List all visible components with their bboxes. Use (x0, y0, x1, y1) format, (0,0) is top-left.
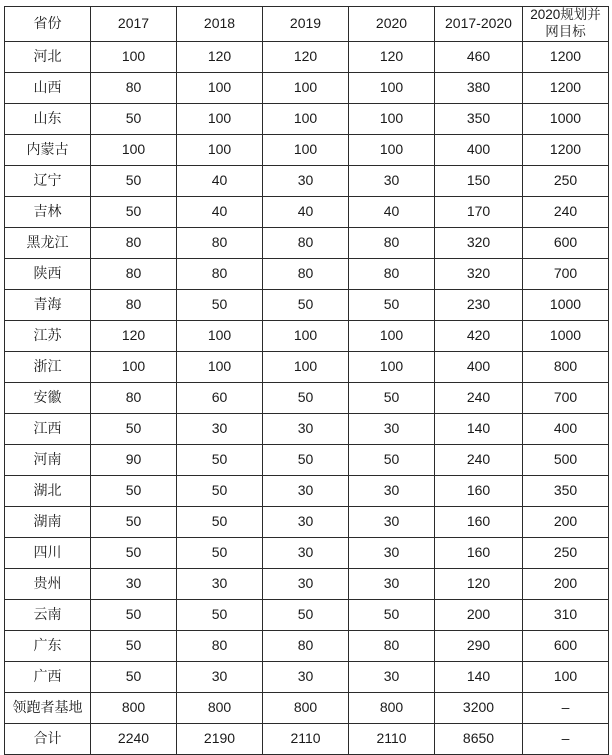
cell-target: – (523, 692, 609, 723)
cell-target: 400 (523, 413, 609, 444)
table-row (5, 134, 609, 165)
cell-2018: 30 (177, 413, 263, 444)
table-row (5, 599, 609, 630)
table-header (5, 7, 609, 42)
cell-2018: 100 (177, 72, 263, 103)
table-row (5, 41, 609, 72)
cell-2017: 50 (91, 506, 177, 537)
cell-2019: 30 (263, 475, 349, 506)
row-label: 辽宁 (5, 165, 91, 196)
table-row-total (5, 723, 609, 754)
cell-2019: 50 (263, 444, 349, 475)
table-row-leader-base (5, 692, 609, 723)
row-label: 青海 (5, 289, 91, 320)
cell-total: 160 (435, 506, 523, 537)
row-label: 四川 (5, 537, 91, 568)
cell-2017: 120 (91, 320, 177, 351)
cell-2019: 100 (263, 320, 349, 351)
cell-target: 200 (523, 568, 609, 599)
cell-2019: 80 (263, 227, 349, 258)
cell-2018: 50 (177, 444, 263, 475)
cell-2019: 30 (263, 413, 349, 444)
cell-target: 1200 (523, 41, 609, 72)
cell-total: 170 (435, 196, 523, 227)
cell-2019: 120 (263, 41, 349, 72)
cell-2017: 2240 (91, 723, 177, 754)
cell-2018: 80 (177, 630, 263, 661)
cell-target: 240 (523, 196, 609, 227)
cell-2017: 80 (91, 72, 177, 103)
cell-total: 120 (435, 568, 523, 599)
cell-2017: 50 (91, 599, 177, 630)
cell-2019: 30 (263, 661, 349, 692)
cell-2017: 50 (91, 165, 177, 196)
cell-2019: 30 (263, 165, 349, 196)
cell-2019: 50 (263, 382, 349, 413)
cell-2017: 50 (91, 661, 177, 692)
table-row (5, 351, 609, 382)
cell-2020: 30 (349, 413, 435, 444)
table-row (5, 661, 609, 692)
cell-target: 600 (523, 630, 609, 661)
header-row (5, 7, 609, 42)
header-cell-2017: 2017 (91, 7, 177, 42)
cell-2018: 80 (177, 227, 263, 258)
cell-2018: 40 (177, 165, 263, 196)
table-row (5, 103, 609, 134)
cell-2018: 800 (177, 692, 263, 723)
table-row (5, 537, 609, 568)
cell-total: 380 (435, 72, 523, 103)
cell-total: 400 (435, 351, 523, 382)
cell-total: 230 (435, 289, 523, 320)
table-row (5, 382, 609, 413)
cell-2019: 100 (263, 351, 349, 382)
row-label: 陕西 (5, 258, 91, 289)
table-row (5, 506, 609, 537)
cell-2020: 100 (349, 134, 435, 165)
cell-2020: 30 (349, 506, 435, 537)
cell-total: 140 (435, 413, 523, 444)
cell-2018: 100 (177, 320, 263, 351)
cell-target: 1000 (523, 320, 609, 351)
cell-target: 700 (523, 258, 609, 289)
cell-target: 1200 (523, 72, 609, 103)
cell-2018: 30 (177, 568, 263, 599)
row-label: 广东 (5, 630, 91, 661)
cell-2020: 2110 (349, 723, 435, 754)
table-row (5, 475, 609, 506)
cell-2020: 100 (349, 351, 435, 382)
cell-2017: 800 (91, 692, 177, 723)
cell-2019: 100 (263, 72, 349, 103)
cell-total: 350 (435, 103, 523, 134)
cell-total: 460 (435, 41, 523, 72)
cell-target: 600 (523, 227, 609, 258)
cell-2017: 50 (91, 196, 177, 227)
cell-2017: 50 (91, 475, 177, 506)
cell-2018: 80 (177, 258, 263, 289)
cell-2018: 100 (177, 351, 263, 382)
cell-2018: 2190 (177, 723, 263, 754)
cell-2020: 30 (349, 537, 435, 568)
cell-2017: 80 (91, 289, 177, 320)
cell-2020: 50 (349, 289, 435, 320)
cell-2017: 100 (91, 351, 177, 382)
cell-2020: 80 (349, 258, 435, 289)
cell-total: 240 (435, 382, 523, 413)
provincial-capacity-table (4, 6, 609, 755)
cell-2020: 80 (349, 227, 435, 258)
table-row (5, 630, 609, 661)
header-cell-2019: 2019 (263, 7, 349, 42)
cell-2018: 50 (177, 289, 263, 320)
cell-2019: 100 (263, 103, 349, 134)
row-label: 广西 (5, 661, 91, 692)
table-row (5, 196, 609, 227)
header-cell-2018: 2018 (177, 7, 263, 42)
cell-target: 200 (523, 506, 609, 537)
cell-target: 250 (523, 537, 609, 568)
cell-total: 140 (435, 661, 523, 692)
cell-target: 700 (523, 382, 609, 413)
row-label: 浙江 (5, 351, 91, 382)
cell-2018: 60 (177, 382, 263, 413)
cell-2019: 50 (263, 599, 349, 630)
cell-target: 1000 (523, 289, 609, 320)
cell-target: 250 (523, 165, 609, 196)
cell-2018: 100 (177, 103, 263, 134)
cell-total: 150 (435, 165, 523, 196)
cell-2018: 50 (177, 537, 263, 568)
cell-2019: 30 (263, 568, 349, 599)
cell-2017: 30 (91, 568, 177, 599)
table-row (5, 165, 609, 196)
row-label: 湖北 (5, 475, 91, 506)
row-label: 河北 (5, 41, 91, 72)
cell-total: 240 (435, 444, 523, 475)
cell-2019: 30 (263, 537, 349, 568)
header-cell-2020-grid-target: 2020规划并网目标 (523, 7, 609, 42)
table-row (5, 258, 609, 289)
cell-2020: 800 (349, 692, 435, 723)
cell-2017: 80 (91, 382, 177, 413)
cell-target: 1000 (523, 103, 609, 134)
cell-total: 160 (435, 475, 523, 506)
row-label: 山东 (5, 103, 91, 134)
row-label: 领跑者基地 (5, 692, 91, 723)
cell-2020: 50 (349, 444, 435, 475)
cell-target: 310 (523, 599, 609, 630)
cell-target: 1200 (523, 134, 609, 165)
table-row (5, 227, 609, 258)
cell-total: 320 (435, 258, 523, 289)
cell-target: – (523, 723, 609, 754)
table-row (5, 289, 609, 320)
cell-2020: 100 (349, 103, 435, 134)
cell-2018: 40 (177, 196, 263, 227)
cell-2018: 50 (177, 475, 263, 506)
cell-2019: 50 (263, 289, 349, 320)
table-row (5, 72, 609, 103)
cell-2020: 30 (349, 475, 435, 506)
row-label: 内蒙古 (5, 134, 91, 165)
cell-2018: 50 (177, 599, 263, 630)
cell-2019: 2110 (263, 723, 349, 754)
cell-2018: 100 (177, 134, 263, 165)
cell-2018: 30 (177, 661, 263, 692)
cell-2019: 80 (263, 630, 349, 661)
row-label: 江西 (5, 413, 91, 444)
row-label: 黑龙江 (5, 227, 91, 258)
cell-2017: 50 (91, 413, 177, 444)
cell-total: 200 (435, 599, 523, 630)
cell-2017: 90 (91, 444, 177, 475)
cell-2017: 100 (91, 134, 177, 165)
cell-total: 8650 (435, 723, 523, 754)
table-row (5, 320, 609, 351)
table-row (5, 413, 609, 444)
table-body (5, 41, 609, 754)
header-cell-total: 2017-2020 (435, 7, 523, 42)
cell-target: 800 (523, 351, 609, 382)
cell-total: 400 (435, 134, 523, 165)
cell-2020: 120 (349, 41, 435, 72)
row-label: 山西 (5, 72, 91, 103)
row-label: 贵州 (5, 568, 91, 599)
cell-2020: 30 (349, 661, 435, 692)
cell-2020: 30 (349, 568, 435, 599)
table-row (5, 568, 609, 599)
cell-2020: 80 (349, 630, 435, 661)
cell-2019: 80 (263, 258, 349, 289)
header-cell-province: 省份 (5, 7, 91, 42)
cell-2017: 50 (91, 103, 177, 134)
cell-total: 290 (435, 630, 523, 661)
cell-2020: 100 (349, 72, 435, 103)
cell-target: 350 (523, 475, 609, 506)
cell-total: 3200 (435, 692, 523, 723)
row-label: 江苏 (5, 320, 91, 351)
cell-total: 420 (435, 320, 523, 351)
cell-2018: 50 (177, 506, 263, 537)
row-label: 云南 (5, 599, 91, 630)
cell-2017: 50 (91, 537, 177, 568)
cell-2020: 30 (349, 165, 435, 196)
cell-2017: 80 (91, 227, 177, 258)
cell-2019: 800 (263, 692, 349, 723)
cell-2018: 120 (177, 41, 263, 72)
cell-2019: 30 (263, 506, 349, 537)
cell-2020: 40 (349, 196, 435, 227)
cell-2020: 50 (349, 382, 435, 413)
cell-2017: 80 (91, 258, 177, 289)
cell-total: 160 (435, 537, 523, 568)
cell-target: 100 (523, 661, 609, 692)
cell-2019: 40 (263, 196, 349, 227)
cell-2020: 50 (349, 599, 435, 630)
cell-2017: 50 (91, 630, 177, 661)
cell-2017: 100 (91, 41, 177, 72)
row-label: 合计 (5, 723, 91, 754)
row-label: 吉林 (5, 196, 91, 227)
header-cell-2020: 2020 (349, 7, 435, 42)
cell-2020: 100 (349, 320, 435, 351)
cell-target: 500 (523, 444, 609, 475)
cell-2019: 100 (263, 134, 349, 165)
row-label: 安徽 (5, 382, 91, 413)
table-row (5, 444, 609, 475)
row-label: 河南 (5, 444, 91, 475)
cell-total: 320 (435, 227, 523, 258)
row-label: 湖南 (5, 506, 91, 537)
